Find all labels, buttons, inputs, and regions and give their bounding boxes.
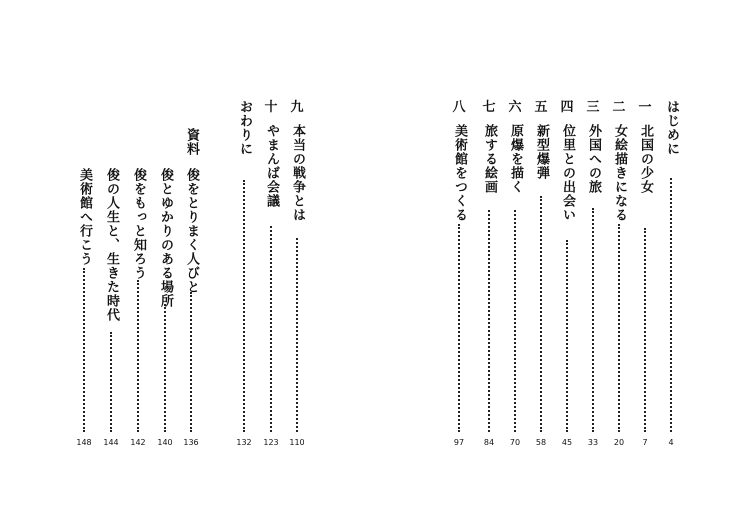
dot-leader — [644, 228, 646, 432]
dot-leader — [110, 332, 112, 432]
appendix-entry-learn-more[interactable] — [128, 168, 148, 452]
toc-entry-chapter-2[interactable] — [609, 100, 629, 452]
dot-leader — [540, 196, 542, 432]
toc-entry-chapter-6[interactable] — [505, 100, 525, 452]
dot-leader — [164, 304, 166, 432]
dot-leader — [618, 224, 620, 432]
entry-title: 位里との出会い — [560, 124, 575, 222]
page-number: 136 — [183, 438, 199, 447]
page-number: 140 — [157, 438, 173, 447]
chapter-number: 六 — [508, 100, 522, 115]
toc-entry-chapter-9[interactable] — [287, 100, 307, 452]
chapter-number: 五 — [534, 100, 548, 115]
chapter-number: 一 — [638, 100, 652, 115]
toc-entry-chapter-5[interactable] — [531, 100, 551, 452]
dot-leader — [488, 210, 490, 432]
page-number: 33 — [587, 438, 599, 447]
page-number: 97 — [453, 438, 465, 447]
chapter-number: 八 — [452, 100, 466, 115]
chapter-number: 二 — [612, 100, 626, 115]
entry-title: はじめに — [664, 100, 679, 156]
toc-entry-afterword[interactable] — [234, 100, 254, 452]
page-number: 58 — [535, 438, 547, 447]
dot-leader — [243, 180, 245, 432]
appendix-entry-visit-museum[interactable] — [74, 168, 94, 452]
entry-title: 美術館へ行こう — [77, 168, 92, 266]
entry-title: 俊の人生と、生きた時代 — [104, 168, 119, 322]
chapter-number: 四 — [560, 100, 574, 115]
page-number: 20 — [613, 438, 625, 447]
page-number: 4 — [668, 438, 674, 447]
dot-leader — [670, 178, 672, 432]
entry-title: おわりに — [237, 100, 252, 156]
entry-title: 女絵描きになる — [612, 124, 627, 222]
entry-title: 俊をとりまく人びと — [184, 168, 199, 294]
page-number: 70 — [509, 438, 521, 447]
dot-leader — [514, 210, 516, 432]
toc-entry-chapter-10[interactable] — [261, 100, 281, 452]
dot-leader — [83, 268, 85, 432]
entry-title: 旅する絵画 — [482, 124, 497, 194]
page-number: 84 — [483, 438, 495, 447]
dot-leader — [566, 240, 568, 432]
dot-leader — [296, 238, 298, 432]
page-number: 144 — [103, 438, 119, 447]
page-number: 123 — [263, 438, 279, 447]
toc-entry-chapter-4[interactable] — [557, 100, 577, 452]
page-number: 148 — [76, 438, 92, 447]
dot-leader — [270, 226, 272, 432]
dot-leader — [458, 224, 460, 432]
dot-leader — [190, 292, 192, 432]
appendix-entry-life-and-times[interactable] — [101, 168, 121, 452]
appendix-label: 資料 — [184, 128, 199, 156]
page-number: 142 — [130, 438, 146, 447]
entry-title: 美術館をつくる — [452, 124, 467, 222]
toc-entry-chapter-8[interactable] — [449, 100, 469, 452]
entry-title: 外国への旅 — [586, 124, 601, 194]
appendix-entry-places[interactable] — [155, 168, 175, 452]
entry-title: 新型爆弾 — [534, 124, 549, 180]
entry-title: 俊とゆかりのある場所 — [158, 168, 173, 308]
dot-leader — [592, 208, 594, 432]
chapter-number: 九 — [290, 100, 304, 115]
page-number: 132 — [236, 438, 252, 447]
toc-entry-chapter-7[interactable] — [479, 100, 499, 452]
page-number: 110 — [289, 438, 305, 447]
entry-title: 原爆を描く — [508, 124, 523, 194]
appendix-entry-people[interactable] — [181, 168, 201, 452]
chapter-number: 七 — [482, 100, 496, 115]
entry-title: 本当の戦争とは — [290, 124, 305, 222]
chapter-number: 十 — [264, 100, 278, 115]
entry-title: やまんば会議 — [264, 124, 279, 208]
page-number: 45 — [561, 438, 573, 447]
entry-title: 北国の少女 — [638, 124, 653, 194]
page-number: 7 — [642, 438, 648, 447]
toc-entry-introduction[interactable] — [661, 100, 681, 452]
chapter-number: 三 — [586, 100, 600, 115]
toc-entry-chapter-1[interactable] — [635, 100, 655, 452]
toc-entry-chapter-3[interactable] — [583, 100, 603, 452]
entry-title: 俊をもっと知ろう — [131, 168, 146, 280]
dot-leader — [137, 280, 139, 432]
